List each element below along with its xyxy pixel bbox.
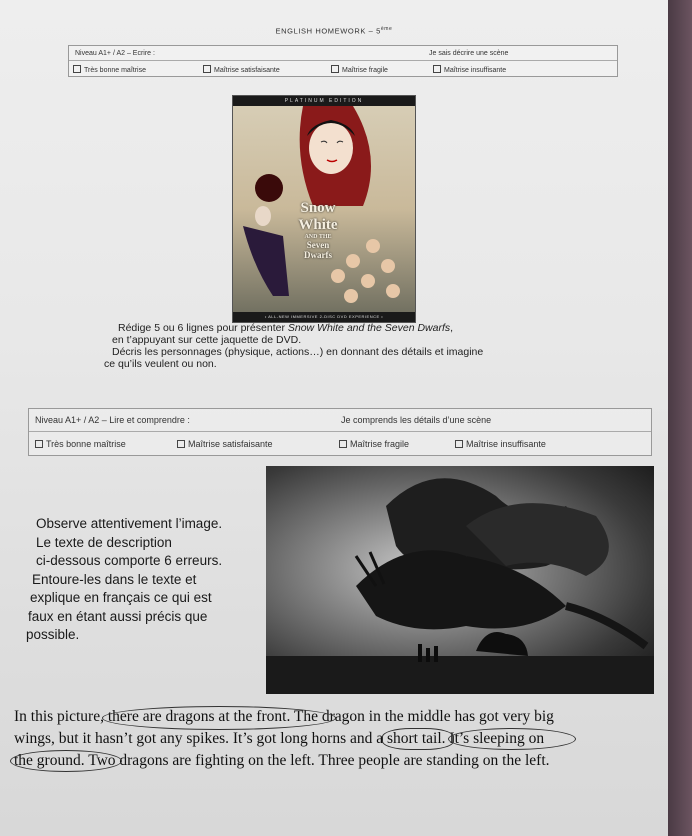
- checkbox-icon: [433, 65, 441, 73]
- dvd-edition-banner: PLATINUM EDITION: [233, 96, 415, 106]
- instruction-line: Entoure-les dans le texte et: [32, 571, 197, 587]
- rubric-writing-level: Niveau A1+ / A2 – Ecrire :: [75, 50, 155, 57]
- rubric-writing-option[interactable]: [331, 65, 388, 74]
- passage-line: In this picture, there are dragons at the front. The dragon in the middle has got very big: [14, 708, 554, 725]
- ground-shape: [266, 656, 654, 694]
- queen-face: [255, 206, 271, 226]
- logo-seven: Seven: [306, 240, 330, 250]
- title-suffix: ème: [380, 26, 393, 32]
- prompt-line-2: en t’appuyant sur cette jaquette de DVD.: [112, 334, 302, 346]
- background-table: [668, 0, 692, 836]
- dvd-cover-image: [232, 95, 416, 323]
- dwarf-1: [366, 239, 380, 253]
- rubric-divider: [69, 60, 617, 61]
- dragon-artwork: [266, 466, 654, 694]
- passage-line: the ground. Two dragons are fighting on the left. Three people are standing on the left.: [14, 752, 550, 769]
- prompt-film-title: Snow White and the Seven Dwarfs: [287, 322, 451, 334]
- checkbox-icon: [203, 65, 211, 73]
- face-shape: [309, 122, 353, 174]
- passage-line: wings, but it hasn’t got any spikes. It’s got long horns and a short tail. It’s sleeping on: [14, 730, 545, 747]
- checkbox-icon: [73, 65, 81, 73]
- lion-shape: [476, 632, 528, 656]
- instruction-line: ci-dessous comporte 6 erreurs.: [36, 553, 223, 568]
- option-label: Maîtrise insuffisante: [444, 67, 507, 74]
- rubric-reading-option[interactable]: [35, 439, 126, 449]
- writing-prompt: [104, 322, 552, 370]
- checkbox-icon: [331, 65, 339, 73]
- person-3: [434, 646, 438, 662]
- rubric-divider: [29, 431, 651, 432]
- option-label: Maîtrise fragile: [350, 439, 410, 449]
- rubric-writing-option[interactable]: [433, 65, 506, 74]
- dvd-title-logo: [283, 200, 353, 260]
- logo-and-the: AND THE: [304, 234, 332, 240]
- dwarf-6: [386, 284, 400, 298]
- rubric-reading-skill: Je comprends les détails d’une scène: [341, 415, 492, 425]
- checkbox-icon: [455, 440, 463, 448]
- prompt-line-3: Décris les personnages (physique, actions…) en donnant des détails et imagine: [112, 346, 484, 358]
- rubric-writing-skill: Je sais décrire une scène: [429, 50, 509, 57]
- dwarf-3: [381, 259, 395, 273]
- rubric-reading-level: Niveau A1+ / A2 – Lire et comprendre :: [35, 415, 190, 425]
- instruction-line: possible.: [26, 627, 80, 642]
- checkbox-icon: [177, 440, 185, 448]
- rubric-writing-option[interactable]: [73, 65, 146, 74]
- rubric-reading: [28, 408, 652, 456]
- option-label: Très bonne maîtrise: [84, 67, 146, 74]
- instruction-line: faux en étant aussi précis que: [28, 608, 208, 624]
- logo-snow: Snow: [300, 200, 336, 216]
- prompt-text: Rédige 5 ou 6 lignes pour présenter: [118, 322, 288, 334]
- prompt-comma: ,: [450, 322, 454, 334]
- rubric-writing-option[interactable]: [203, 65, 280, 74]
- apple-shape: [255, 174, 283, 202]
- option-label: Maîtrise insuffisante: [466, 439, 546, 449]
- instruction-line: Le texte de description: [36, 534, 172, 550]
- instruction-line: explique en français ce qui est: [30, 590, 212, 605]
- rubric-reading-option[interactable]: [455, 439, 546, 449]
- dwarf-7: [344, 289, 358, 303]
- option-label: Maîtrise satisfaisante: [214, 67, 280, 74]
- rubric-reading-option[interactable]: [339, 439, 409, 449]
- person-1: [418, 644, 422, 662]
- description-passage: [14, 706, 664, 772]
- option-label: Très bonne maîtrise: [46, 439, 126, 449]
- dwarf-5: [361, 274, 375, 288]
- error-circle: [10, 750, 122, 772]
- dvd-bottom-banner: • ALL-NEW IMMERSIVE 2-DISC DVD EXPERIENCE •: [233, 312, 415, 322]
- error-circle: [448, 728, 576, 750]
- logo-dwarfs: Dwarfs: [304, 250, 332, 260]
- instruction-line: Observe attentivement l’image.: [36, 516, 223, 531]
- checkbox-icon: [339, 440, 347, 448]
- logo-white: White: [298, 217, 338, 233]
- title-text: ENGLISH HOMEWORK – 5: [275, 26, 381, 36]
- dwarf-4: [331, 269, 345, 283]
- rubric-writing: [68, 45, 618, 77]
- option-label: Maîtrise fragile: [342, 67, 388, 74]
- prompt-line-4: ce qu’ils veulent ou non.: [104, 358, 217, 370]
- option-label: Maîtrise satisfaisante: [188, 439, 273, 449]
- rubric-reading-option[interactable]: [177, 439, 273, 449]
- reading-instructions: [26, 515, 268, 645]
- error-circle: [382, 728, 454, 750]
- dragon-image: [266, 466, 654, 694]
- person-2: [426, 648, 430, 662]
- error-circle: [102, 706, 336, 730]
- page-title: [0, 26, 668, 36]
- checkbox-icon: [35, 440, 43, 448]
- dragon-tail: [566, 606, 646, 646]
